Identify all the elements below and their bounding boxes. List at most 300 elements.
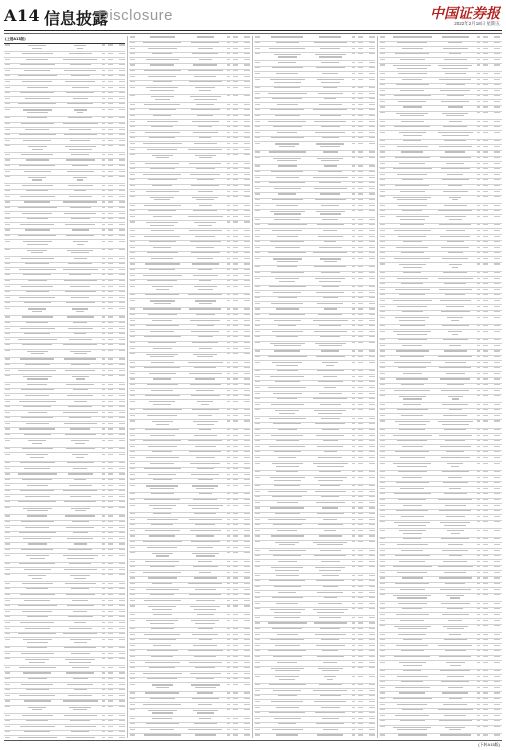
text-stroke: [152, 712, 173, 713]
table-cell: [60, 291, 100, 296]
table-row: [129, 683, 250, 691]
text-stroke: [255, 219, 260, 220]
table-cell: [365, 566, 375, 569]
text-stroke: [352, 381, 355, 382]
text-stroke: [233, 401, 238, 402]
table-cell: [106, 689, 115, 694]
table-cell: [130, 367, 140, 372]
table-cell: [60, 80, 100, 85]
table-cell: [115, 479, 125, 484]
table-cell: [60, 594, 100, 599]
text-stroke: [195, 155, 216, 156]
text-stroke: [147, 519, 178, 520]
text-stroke: [130, 342, 135, 343]
text-stroke: [255, 617, 260, 618]
table-cell: [231, 330, 240, 335]
table-cell: [356, 602, 365, 607]
text-stroke: [119, 316, 125, 317]
table-row: [254, 409, 375, 417]
text-stroke: [197, 36, 214, 37]
text-stroke: [352, 409, 355, 410]
table-cell: [115, 462, 125, 467]
table-row: [4, 706, 125, 714]
text-stroke: [130, 605, 135, 606]
text-stroke: [149, 241, 176, 242]
text-stroke: [72, 454, 88, 455]
table-cell: [365, 633, 375, 638]
text-stroke: [320, 213, 341, 214]
table-cell: [140, 142, 184, 147]
text-stroke: [145, 692, 179, 693]
text-stroke: [352, 132, 355, 133]
table-cell: [255, 131, 265, 136]
text-stroke: [19, 695, 55, 696]
table-cell: [130, 162, 140, 167]
text-stroke: [255, 325, 260, 326]
text-stroke: [143, 704, 181, 705]
text-stroke: [194, 513, 216, 514]
table-cell: [60, 69, 100, 74]
text-stroke: [227, 535, 230, 536]
text-stroke: [270, 109, 304, 110]
text-stroke: [255, 530, 260, 531]
text-stroke: [199, 639, 212, 640]
table-cell: [115, 274, 125, 279]
text-stroke: [102, 611, 105, 612]
text-stroke: [227, 552, 230, 553]
text-stroke: [275, 381, 300, 382]
text-stroke: [227, 149, 230, 150]
text-stroke: [5, 344, 10, 345]
table-cell: [265, 193, 309, 198]
table-cell: [255, 580, 265, 585]
text-stroke: [102, 134, 105, 135]
text-stroke: [369, 286, 375, 287]
text-stroke: [369, 210, 375, 211]
text-stroke: [119, 715, 125, 716]
table-cell: [365, 272, 375, 277]
text-stroke: [102, 434, 105, 435]
table-cell: [231, 546, 240, 551]
text-stroke: [358, 381, 363, 382]
table-cell: [310, 257, 350, 262]
text-stroke: [193, 275, 218, 276]
text-stroke: [255, 121, 260, 122]
text-stroke: [68, 473, 93, 474]
table-cell: [60, 108, 100, 113]
table-cell: [5, 389, 15, 394]
table-cell: [231, 678, 240, 683]
text-stroke: [145, 561, 179, 562]
text-stroke: [102, 154, 105, 155]
text-stroke: [119, 667, 125, 668]
text-stroke: [28, 280, 47, 281]
table-cell: [240, 137, 250, 142]
table-cell: [365, 252, 375, 257]
table-cell: [106, 240, 115, 243]
text-stroke: [233, 519, 238, 520]
text-stroke: [322, 575, 339, 576]
text-stroke: [255, 628, 260, 629]
text-stroke: [108, 678, 113, 679]
text-stroke: [233, 132, 238, 133]
text-stroke: [74, 642, 87, 643]
text-stroke: [255, 622, 260, 623]
text-stroke: [102, 218, 105, 219]
table-cell: [240, 605, 250, 608]
table-cell: [365, 171, 375, 176]
text-stroke: [119, 344, 125, 345]
text-stroke: [255, 580, 260, 581]
text-stroke: [197, 179, 214, 180]
table-cell: [255, 392, 265, 397]
text-stroke: [318, 413, 342, 414]
table-cell: [365, 67, 375, 72]
table-cell: [231, 179, 240, 184]
table-cell: [240, 588, 250, 593]
text-stroke: [119, 658, 125, 659]
table-cell: [5, 647, 15, 652]
table-cell: [231, 378, 240, 383]
text-stroke: [102, 395, 105, 396]
table-cell: [185, 451, 225, 456]
text-stroke: [21, 389, 54, 390]
text-stroke: [272, 331, 303, 332]
table-row: [129, 221, 250, 229]
text-stroke: [75, 443, 85, 444]
text-stroke: [318, 236, 343, 237]
text-stroke: [108, 417, 113, 418]
text-stroke: [119, 639, 125, 640]
text-stroke: [369, 258, 375, 259]
text-stroke: [119, 538, 125, 539]
table-cell: [115, 394, 125, 399]
text-stroke: [23, 140, 51, 141]
table-cell: [130, 395, 140, 400]
table-cell: [115, 689, 125, 694]
text-stroke: [244, 308, 250, 309]
text-stroke: [70, 496, 91, 497]
table-cell: [60, 417, 100, 422]
table-cell: [265, 67, 309, 72]
table-cell: [365, 644, 375, 649]
text-stroke: [102, 249, 105, 250]
text-stroke: [152, 286, 173, 287]
table-cell: [240, 241, 250, 246]
text-stroke: [233, 53, 238, 54]
text-stroke: [5, 333, 10, 334]
table-cell: [356, 165, 365, 170]
table-cell: [365, 602, 375, 607]
text-stroke: [227, 362, 230, 363]
table-cell: [240, 703, 250, 708]
text-stroke: [130, 143, 135, 144]
text-stroke: [130, 179, 135, 180]
text-stroke: [271, 535, 304, 536]
table-cell: [115, 532, 125, 537]
text-stroke: [192, 508, 219, 509]
text-stroke: [269, 151, 306, 152]
table-cell: [365, 176, 375, 181]
text-stroke: [233, 513, 238, 514]
text-stroke: [193, 710, 218, 711]
text-stroke: [102, 569, 105, 570]
text-stroke: [194, 723, 217, 724]
table-cell: [356, 98, 365, 103]
table-cell: [356, 661, 365, 666]
table-cell: [310, 176, 350, 181]
text-stroke: [27, 485, 48, 486]
text-stroke: [65, 146, 96, 147]
table-row: [254, 342, 375, 350]
text-stroke: [108, 485, 113, 486]
text-stroke: [197, 424, 214, 425]
text-stroke: [71, 588, 89, 589]
text-stroke: [255, 639, 260, 640]
text-stroke: [274, 485, 300, 486]
text-stroke: [73, 322, 87, 323]
text-stroke: [108, 672, 113, 673]
text-stroke: [233, 474, 238, 475]
text-stroke: [188, 583, 222, 584]
table-cell: [240, 210, 250, 215]
text-stroke: [5, 628, 10, 629]
table-cell: [185, 372, 225, 377]
table-cell: [240, 70, 250, 75]
table-cell: [310, 667, 350, 672]
table-cell: [60, 218, 100, 223]
table-cell: [265, 392, 309, 397]
table-cell: [15, 364, 59, 369]
table-cell: [255, 429, 265, 434]
table-cell: [240, 546, 250, 551]
text-stroke: [358, 695, 363, 696]
text-stroke: [227, 401, 230, 402]
text-stroke: [369, 336, 375, 337]
table-cell: [5, 521, 15, 526]
text-stroke: [278, 56, 297, 57]
table-cell: [15, 58, 59, 63]
table-cell: [106, 554, 115, 557]
table-cell: [231, 493, 240, 498]
table-cell: [115, 108, 125, 111]
table-cell: [5, 694, 15, 699]
table-cell: [265, 204, 309, 209]
table-cell: [240, 577, 250, 582]
table-cell: [106, 706, 115, 709]
text-stroke: [358, 502, 363, 503]
table-cell: [310, 319, 350, 324]
text-stroke: [193, 210, 217, 211]
table-cell: [310, 507, 350, 512]
text-stroke: [233, 320, 238, 321]
text-stroke: [255, 266, 260, 267]
text-stroke: [30, 558, 45, 559]
text-stroke: [358, 210, 363, 211]
text-stroke: [255, 650, 260, 651]
text-stroke: [272, 199, 303, 200]
table-cell: [60, 507, 100, 512]
text-stroke: [190, 174, 220, 175]
table-cell: [365, 501, 375, 506]
text-stroke: [255, 336, 260, 337]
text-stroke: [352, 320, 355, 321]
table-cell: [185, 723, 225, 728]
text-stroke: [152, 553, 173, 554]
table-cell: [106, 610, 115, 615]
text-stroke: [102, 440, 105, 441]
table-cell: [130, 336, 140, 341]
text-stroke: [233, 154, 238, 155]
text-stroke: [274, 617, 300, 618]
table-cell: [140, 274, 184, 279]
table-cell: [115, 307, 125, 310]
text-stroke: [102, 176, 105, 177]
table-cell: [106, 274, 115, 279]
table-cell: [356, 252, 365, 257]
table-cell: [255, 157, 265, 160]
table-cell: [15, 714, 59, 719]
text-stroke: [352, 645, 355, 646]
table-cell: [255, 549, 265, 554]
text-stroke: [227, 163, 230, 164]
table-cell: [255, 386, 265, 391]
table-cell: [5, 333, 15, 338]
table-cell: [365, 218, 375, 223]
text-stroke: [369, 109, 375, 110]
text-stroke: [102, 689, 105, 690]
text-stroke: [191, 109, 220, 110]
table-cell: [185, 70, 225, 75]
table-cell: [231, 709, 240, 712]
text-stroke: [352, 502, 355, 503]
table-cell: [265, 501, 309, 506]
text-stroke: [255, 104, 260, 105]
table-cell: [365, 529, 375, 534]
text-stroke: [277, 261, 298, 262]
table-cell: [240, 384, 250, 389]
text-stroke: [352, 555, 355, 556]
table-cell: [130, 628, 140, 633]
text-stroke: [244, 378, 250, 379]
table-cell: [356, 555, 365, 560]
text-stroke: [270, 477, 305, 478]
text-stroke: [358, 266, 363, 267]
table-cell: [255, 689, 265, 694]
table-cell: [310, 513, 350, 518]
table-cell: [265, 490, 309, 495]
table-cell: [240, 347, 250, 352]
table-cell: [115, 400, 125, 405]
text-stroke: [26, 322, 48, 323]
text-stroke: [358, 62, 363, 63]
text-stroke: [119, 358, 125, 359]
text-stroke: [358, 143, 363, 144]
table-cell: [5, 103, 15, 108]
text-stroke: [244, 474, 250, 475]
table-cell: [240, 661, 250, 666]
table-cell: [356, 204, 365, 209]
text-stroke: [255, 446, 260, 447]
text-stroke: [255, 608, 260, 609]
table-cell: [60, 532, 100, 537]
table-cell: [5, 257, 15, 262]
table-cell: [106, 582, 115, 587]
table-cell: [106, 479, 115, 484]
table-cell: [140, 53, 184, 58]
text-stroke: [74, 258, 87, 259]
table-cell: [5, 383, 15, 388]
table-cell: [15, 543, 59, 548]
table-cell: [185, 661, 225, 666]
text-stroke: [73, 611, 87, 612]
text-stroke: [195, 446, 216, 447]
text-stroke: [156, 687, 169, 688]
table-cell: [60, 610, 100, 615]
text-stroke: [255, 634, 260, 635]
text-stroke: [151, 96, 174, 97]
text-stroke: [227, 614, 230, 615]
table-cell: [15, 588, 59, 593]
text-stroke: [369, 628, 375, 629]
table-cell: [5, 291, 15, 296]
text-stroke: [270, 211, 305, 212]
table-cell: [255, 126, 265, 131]
text-stroke: [275, 115, 300, 116]
table-cell: [5, 453, 15, 456]
table-cell: [60, 638, 100, 643]
table-cell: [231, 241, 240, 246]
table-cell: [15, 462, 59, 467]
table-cell: [5, 605, 15, 610]
text-stroke: [28, 308, 46, 309]
text-stroke: [150, 225, 174, 226]
table-cell: [5, 568, 15, 573]
table-row: [4, 554, 125, 562]
text-stroke: [271, 435, 303, 436]
text-stroke: [273, 690, 301, 691]
table-cell: [185, 734, 225, 738]
table-cell: [185, 196, 225, 201]
table-cell: [5, 350, 15, 353]
text-stroke: [274, 480, 301, 481]
table-cell: [106, 473, 115, 478]
text-stroke: [315, 54, 346, 55]
text-stroke: [227, 440, 230, 441]
text-stroke: [244, 678, 250, 679]
text-stroke: [255, 555, 260, 556]
text-stroke: [5, 672, 10, 673]
text-stroke: [119, 473, 125, 474]
text-stroke: [244, 513, 250, 514]
text-stroke: [227, 589, 230, 590]
text-stroke: [255, 451, 260, 452]
table-cell: [240, 462, 250, 467]
text-stroke: [358, 496, 363, 497]
text-stroke: [369, 524, 375, 525]
text-stroke: [68, 616, 93, 617]
table-cell: [130, 683, 140, 686]
text-stroke: [25, 395, 49, 396]
text-stroke: [5, 434, 10, 435]
table-cell: [130, 473, 140, 478]
table-cell: [231, 479, 240, 484]
table-cell: [185, 619, 225, 624]
text-stroke: [194, 435, 217, 436]
table-cell: [185, 566, 225, 571]
table-cell: [106, 170, 115, 175]
text-stroke: [255, 502, 260, 503]
